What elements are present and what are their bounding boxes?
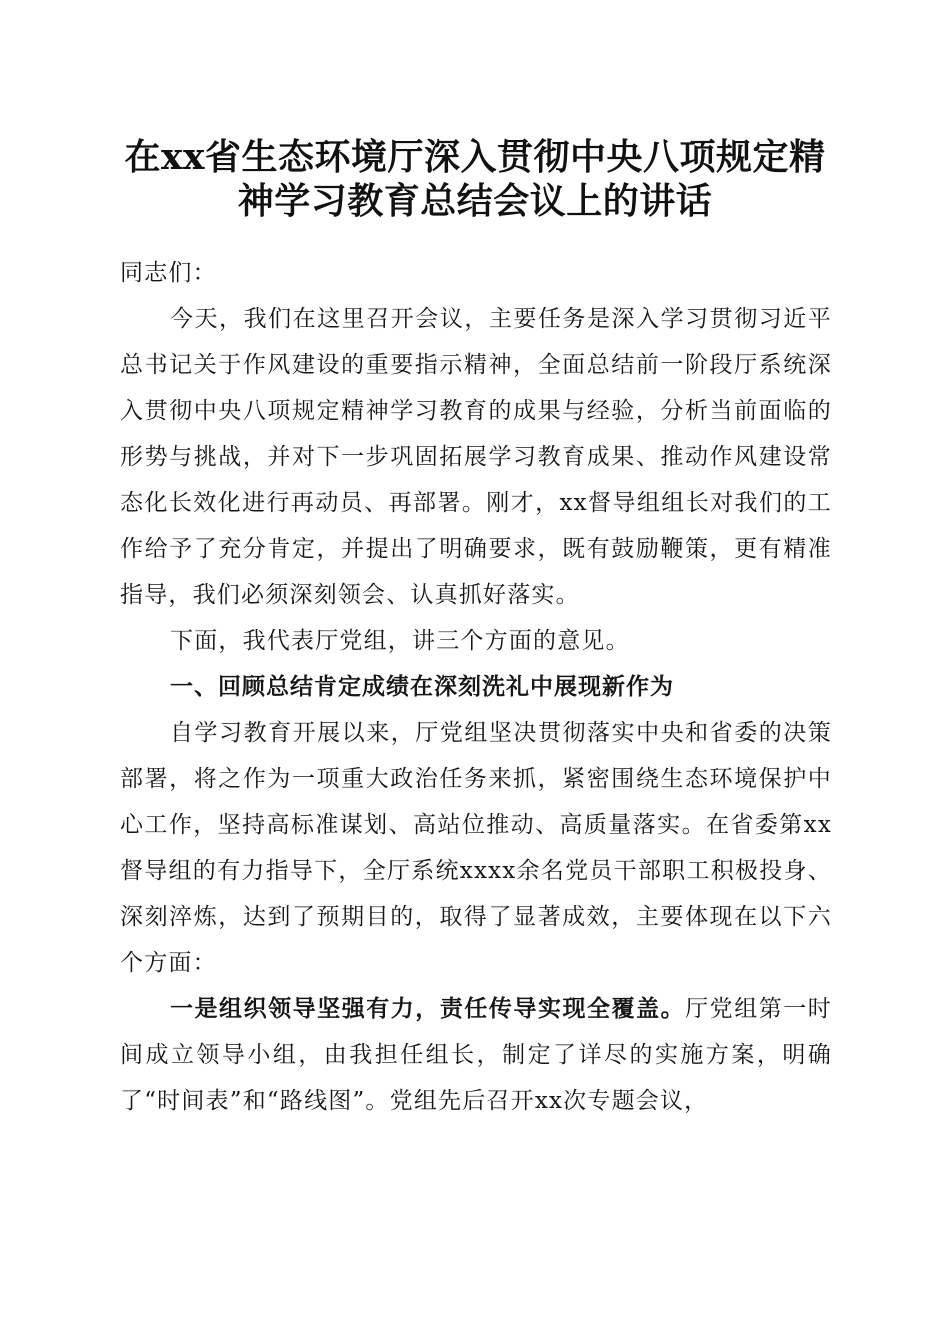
title-line-1: 在xx省生态环境厅深入贯彻中央八项规定精 <box>124 136 826 178</box>
paragraph-lead-sentence: 一是组织领导坚强有力，责任传导实现全覆盖。 <box>170 995 686 1022</box>
salutation: 同志们： <box>120 260 217 286</box>
paragraph-outline: 下面，我代表厅党组，讲三个方面的意见。 <box>170 628 630 654</box>
paragraph-opening: 今天，我们在这里召开会议，主要任务是深入学习贯彻习近平总书记关于作风建设的重要指示精神，全面总结前一阶段厅系统深入贯彻中央八项规定精神学习教育的成果与经验，分析当前面临的形势与挑战，并对下一步巩固拓展学习教育成果、推动作风建设常态化长效化进行再动员、再部署。刚才，xx督导组组长对我们的工作给予了充分肯定，并提出了明确要求，既有鼓励鞭策，更有精准指导，我们必须深刻领会、认真抓好落实。 <box>120 306 832 608</box>
paragraph-body-text: 厅党组第一时间成立领导小组，由我担任组长，制定了详尽的实施方案，明确了“时间表”和“路线图”。党组先后召开xx次专题会议， <box>120 996 833 1114</box>
paragraph-achievements: 自学习教育开展以来，厅党组坚决贯彻落实中央和省委的决策部署，将之作为一项重大政治任务来抓，紧密围绕生态环境保护中心工作，坚持高标准谋划、高站位推动、高质量落实。在省委第xx督导组的有力指导下，全厅系统xxxx余名党员干部职工积极投身、深刻淬炼，达到了预期目的，取得了显著成效，主要体现在以下六个方面： <box>120 720 832 976</box>
title-line-2: 神学习教育总结会议上的讲话 <box>237 180 713 222</box>
paragraph-organization <box>120 986 832 1124</box>
document-body <box>120 250 832 1124</box>
document-title <box>110 135 840 223</box>
section-heading-1: 一、回顾总结肯定成绩在深刻洗礼中展现新作为 <box>170 674 674 700</box>
